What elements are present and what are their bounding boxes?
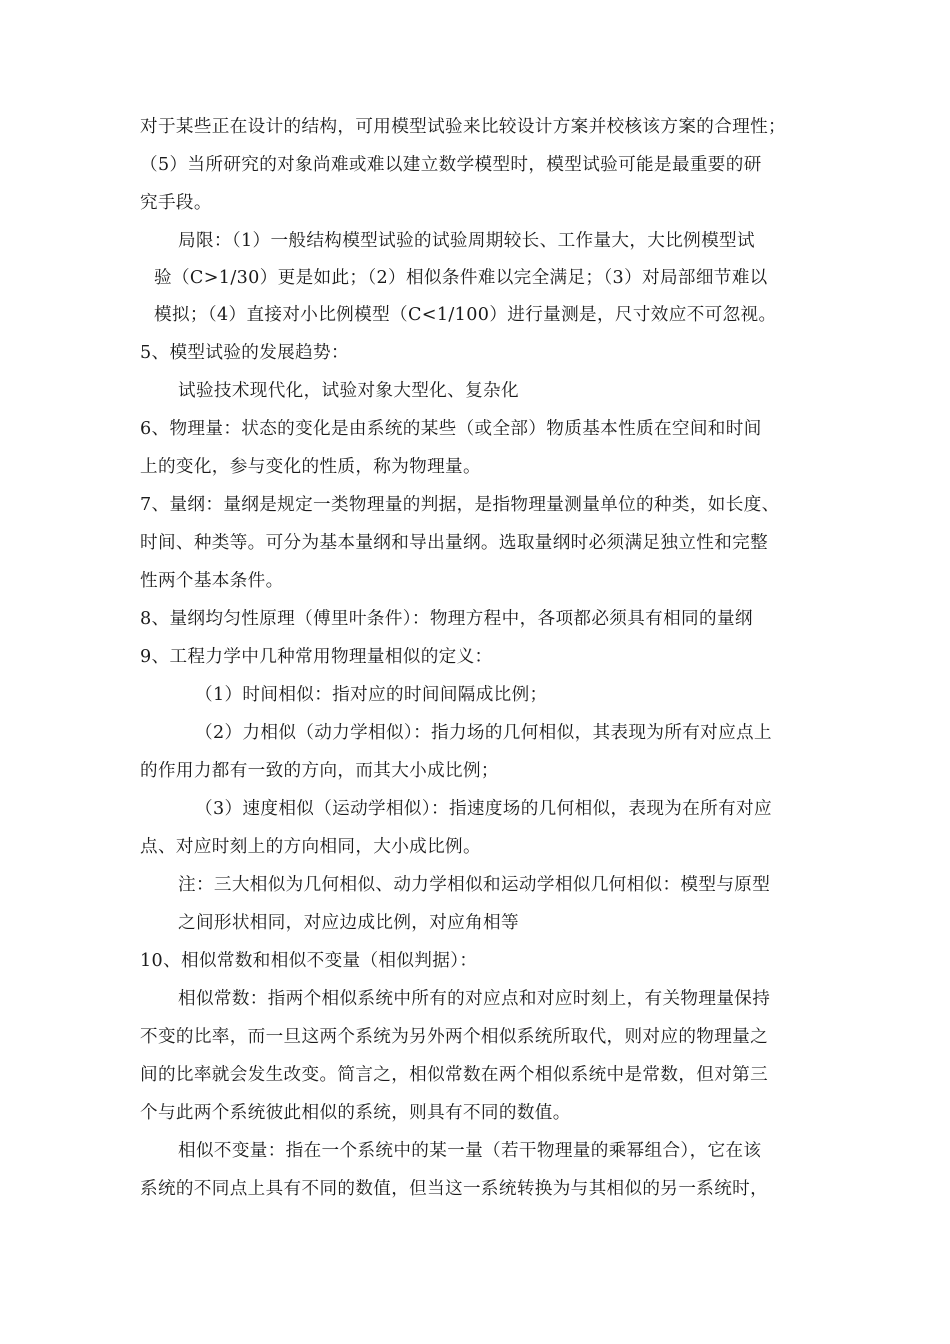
section-heading-7: 7、量纲：量纲是规定一类物理量的判据，是指物理量测量单位的种类，如长度、: [140, 495, 780, 515]
text-line-18: 的作用力都有一致的方向，而其大小成比例；: [140, 761, 499, 781]
note-line-1: 注：三大相似为几何相似、动力学相似和运动学相似几何相似：模型与原型: [178, 875, 771, 895]
text-line-25: 不变的比率，而一旦这两个系统为另外两个相似系统所取代，则对应的物理量之: [140, 1027, 769, 1047]
text-line-13: 性两个基本条件。: [140, 571, 284, 591]
text-line-26: 间的比率就会发生改变。简言之，相似常数在两个相似系统中是常数，但对第三: [140, 1065, 769, 1085]
text-line-28: 相似不变量：指在一个系统中的某一量（若干物理量的乘幂组合），它在该: [178, 1141, 762, 1161]
text-line-4: 局限：（1）一般结构模型试验的试验周期较长、工作量大，大比例模型试: [178, 231, 755, 251]
text-line-12: 时间、种类等。可分为基本量纲和导出量纲。选取量纲时必须满足独立性和完整: [140, 533, 769, 553]
text-line-20: 点、对应时刻上的方向相同，大小成比例。: [140, 837, 481, 857]
text-line-10: 上的变化，参与变化的性质，称为物理量。: [140, 457, 481, 477]
section-heading-6: 6、物理量：状态的变化是由系统的某些（或全部）物质基本性质在空间和时间: [140, 419, 762, 439]
text-line-19: （3）速度相似（运动学相似）：指速度场的几何相似，表现为在所有对应: [195, 799, 772, 819]
note-line-2: 之间形状相同，对应边成比例，对应角相等: [178, 913, 519, 933]
text-line-6: 模拟；（4）直接对小比例模型（C<1/100）进行量测是，尺寸效应不可忽视。: [154, 305, 777, 325]
text-line-17: （2）力相似（动力学相似）：指力场的几何相似，其表现为所有对应点上: [195, 723, 772, 743]
section-heading-10: 10、相似常数和相似不变量（相似判据）：: [140, 951, 478, 971]
section-heading-5: 5、模型试验的发展趋势：: [140, 343, 349, 363]
text-line-27: 个与此两个系统彼此相似的系统，则具有不同的数值。: [140, 1103, 571, 1123]
text-line-16: （1）时间相似：指对应的时间间隔成比例；: [195, 685, 548, 705]
text-line-2: （5）当所研究的对象尚难或难以建立数学模型时，模型试验可能是最重要的研: [140, 155, 762, 175]
text-line-5: 验（C>1/30）更是如此；（2）相似条件难以完全满足；（3）对局部细节难以: [154, 268, 768, 288]
text-line-8: 试验技术现代化，试验对象大型化、复杂化: [178, 381, 519, 401]
text-line-1: 对于某些正在设计的结构，可用模型试验来比较设计方案并校核该方案的合理性；: [140, 117, 786, 137]
section-heading-9: 9、工程力学中几种常用物理量相似的定义：: [140, 647, 493, 667]
section-heading-8: 8、量纲均匀性原理（傅里叶条件）：物理方程中，各项都必须具有相同的量纲: [140, 609, 753, 629]
text-line-29: 系统的不同点上具有不同的数值，但当这一系统转换为与其相似的另一系统时，: [140, 1179, 769, 1199]
text-line-3: 究手段。: [140, 193, 212, 213]
text-line-24: 相似常数：指两个相似系统中所有的对应点和对应时刻上，有关物理量保持: [178, 989, 771, 1009]
